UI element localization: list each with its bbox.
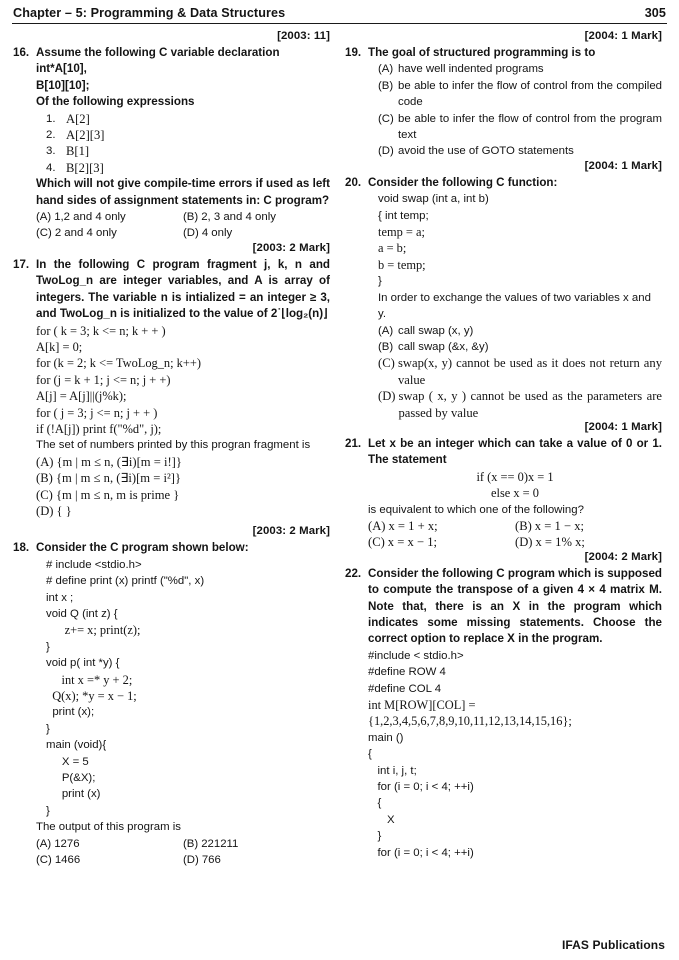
option-c-text: 2 and 4 only <box>54 227 117 240</box>
option-d-text: swap ( x, y ) cannot be used as the parameters are passed by value <box>398 389 662 420</box>
question-22 <box>344 566 662 861</box>
code-line: z+= x; print(z); <box>46 623 141 638</box>
option-d-label: (D) <box>515 535 533 550</box>
option-d[interactable] <box>36 503 330 519</box>
code-line: main (void){ <box>46 739 107 752</box>
list-item <box>46 160 330 176</box>
code-line: # include <stdio.h> <box>46 558 142 571</box>
question-17-after-code: The set of numbers printed by this progran fragment is <box>36 439 311 452</box>
list-item-number: 4. <box>46 161 56 174</box>
code-line: } <box>46 640 50 653</box>
option-b[interactable] <box>515 518 662 534</box>
option-d[interactable] <box>183 852 330 868</box>
code-line: void Q (int z) { <box>46 608 118 620</box>
code-line: print (x) <box>46 788 101 801</box>
question-19-stem: The goal of structured programming is to <box>368 46 596 59</box>
question-20-number: 20. <box>345 175 362 189</box>
marks-tag-2003-11: [2003: 11] <box>277 30 330 42</box>
question-17-stem: In the following C program fragment j, k, n and TwoLog_n are integer variables, and A is array of integers. The variable n is intialized = an integer ≥ 3, and TwoLog_n is initialized to the value of 2˙⌊log₂(n)⌋ <box>36 257 330 321</box>
option-a-label: (A) <box>36 454 54 469</box>
question-22-number: 22. <box>345 566 362 580</box>
option-c-label: (C) <box>36 487 53 502</box>
option-c-text: 1466 <box>54 854 81 867</box>
option-a-text: {m | m ≤ n, (∃i)[m = i!]} <box>56 454 182 469</box>
option-c[interactable] <box>36 225 183 241</box>
option-d-label: (D) <box>183 227 199 240</box>
option-c-text: be able to infer the flow of control from the program text <box>398 112 662 142</box>
option-a[interactable] <box>378 61 662 77</box>
code-line: {1,2,3,4,5,6,7,8,9,10,11,12,13,14,15,16}; <box>368 714 572 729</box>
option-d[interactable] <box>183 225 330 241</box>
running-head <box>12 6 667 23</box>
question-16-stem-line-4: Which will not give compile-time errors if used as left hand sides of assignment statements in: C program? <box>36 177 330 207</box>
code-line: temp = a; <box>378 225 425 240</box>
question-16 <box>12 45 330 242</box>
list-item <box>46 127 330 143</box>
option-c-text: swap(x, y) cannot be used as it does not return any value <box>398 356 662 387</box>
option-c-label: (C) <box>36 854 52 867</box>
question-16-stem-line-3: Of the following expressions <box>36 95 195 109</box>
option-b-text: {m | m ≤ n, (∃i)[m = i²]} <box>56 471 182 486</box>
option-c-text: {m | m ≤ n, m is prime } <box>56 487 180 502</box>
code-line: print (x); <box>46 706 95 719</box>
code-line: for ( k = 3; k <= n; k + + ) <box>36 323 166 338</box>
option-d-text: 766 <box>201 854 221 867</box>
option-a-text: 1276 <box>54 837 80 850</box>
option-a[interactable] <box>36 454 330 470</box>
option-a-label: (A) <box>36 211 52 224</box>
code-line: int x =* y + 2; <box>46 672 133 687</box>
option-c-text: x = x − 1; <box>387 535 437 550</box>
option-b-label: (B) <box>378 340 394 353</box>
code-line: for (j = k + 1; j <= n; j + +) <box>36 372 171 387</box>
option-d-text: x = 1% x; <box>535 535 585 550</box>
option-a-label: (A) <box>378 324 394 337</box>
list-item-text: A[2][3] <box>66 128 105 143</box>
code-line: a = b; <box>378 241 407 256</box>
code-line: # define print (x) printf ("%d", x) <box>46 575 205 588</box>
question-18-stem: Consider the C program shown below: <box>36 541 249 555</box>
question-19 <box>344 45 662 160</box>
option-d[interactable] <box>378 388 662 421</box>
list-item <box>46 111 330 127</box>
marks-tag-2004-1mark-b: [2004: 1 Mark] <box>584 159 662 172</box>
code-line: if (x == 0)x = 1 <box>476 469 554 484</box>
option-c[interactable] <box>368 534 515 550</box>
code-line: A[k] = 0; <box>36 339 83 354</box>
option-c-label: (C) <box>378 112 394 125</box>
code-line: void swap (int a, int b) <box>378 193 489 206</box>
left-column <box>12 30 330 869</box>
header-rule <box>12 23 667 24</box>
code-line: if (!A[j]) print f("%d", j); <box>36 421 162 436</box>
question-21-options <box>368 518 662 551</box>
question-20-code-block <box>368 191 662 289</box>
option-a[interactable] <box>36 209 183 225</box>
option-c[interactable] <box>36 487 330 503</box>
option-b[interactable] <box>378 78 662 111</box>
question-20-stem: Consider the following C function: <box>368 175 558 189</box>
code-line: int x ; <box>46 591 74 604</box>
list-item-text: B[2][3] <box>66 160 104 175</box>
option-b[interactable] <box>378 339 662 355</box>
option-d-text: 4 only <box>201 227 233 240</box>
list-item-number: 1. <box>46 112 56 125</box>
two-column-body <box>12 30 667 869</box>
marks-tag-2004-2mark: [2004: 2 Mark] <box>584 550 662 563</box>
code-line: Q(x); *y = x − 1; <box>46 689 137 704</box>
question-21 <box>344 436 662 551</box>
option-d-label: (D) <box>378 389 396 404</box>
option-d-text: { } <box>56 503 72 518</box>
question-17-number: 17. <box>13 257 30 271</box>
code-line: } <box>46 804 50 817</box>
marks-tag-2003-2mark-a: [2003: 2 Mark] <box>252 241 330 254</box>
option-a-text: 1,2 and 4 only <box>54 211 126 224</box>
code-line: X = 5 <box>46 755 89 768</box>
question-21-after-code: is equivalent to which one of the following? <box>368 503 584 516</box>
question-17-body <box>36 257 330 520</box>
question-19-body <box>368 45 662 160</box>
option-b-label: (B) <box>36 471 53 486</box>
footer-publisher: IFAS Publications <box>561 938 665 952</box>
question-22-body <box>368 566 662 861</box>
option-c[interactable] <box>36 852 183 868</box>
code-line: b = temp; <box>378 257 426 272</box>
option-d-text: avoid the use of GOTO statements <box>398 145 574 158</box>
option-a-label: (A) <box>368 518 386 533</box>
question-17-options <box>36 454 330 520</box>
question-18-code-block <box>36 557 330 820</box>
code-line: int i, j, t; <box>368 764 417 777</box>
code-line: { <box>368 748 372 761</box>
list-item <box>46 143 330 159</box>
option-a[interactable] <box>368 518 515 534</box>
question-18-options <box>36 836 330 869</box>
list-item-text: A[2] <box>66 111 90 126</box>
option-c[interactable] <box>378 111 662 144</box>
question-21-number: 21. <box>345 436 362 450</box>
question-16-body <box>36 45 330 242</box>
option-d[interactable] <box>515 534 662 550</box>
option-d-label: (D) <box>183 854 199 867</box>
question-19-number: 19. <box>345 46 362 59</box>
option-b[interactable] <box>183 209 330 225</box>
code-line: A[j] = A[j]||(j%k); <box>36 389 127 404</box>
chapter-title: Chapter – 5: Programming & Data Structures <box>13 6 286 20</box>
option-b-text: 2, 3 and 4 only <box>201 211 276 224</box>
question-18-number: 18. <box>13 541 30 555</box>
question-16-expression-list <box>36 111 330 177</box>
code-line: for (i = 0; i < 4; ++i) <box>368 846 474 859</box>
code-line: void p( int *y) { <box>46 657 120 670</box>
question-17-code-block <box>36 323 330 438</box>
marks-tag-2003-2mark-b: [2003: 2 Mark] <box>252 525 330 538</box>
option-d-label: (D) <box>36 503 54 518</box>
option-c-label: (C) <box>378 356 395 371</box>
code-line: { <box>368 797 382 810</box>
question-18-after-code: The output of this program is <box>36 821 181 834</box>
option-b-text: be able to infer the flow of control from the compiled code <box>398 79 662 109</box>
option-b[interactable] <box>36 470 330 486</box>
option-a-text: call swap (x, y) <box>398 324 474 337</box>
question-22-stem: Consider the following C program which is supposed to compute the transpose of a given 4 × 4 matrix M. Note that, there is an X in the program which indicates some missing statements. Choose the correct option to replace X in the program. <box>368 566 662 646</box>
question-16-stem-line-1: Assume the following C variable declaration int*A[10], <box>36 46 280 76</box>
question-19-options <box>368 61 662 159</box>
question-16-stem-line-2: B[10][10]; <box>36 78 90 92</box>
question-16-options <box>36 209 330 242</box>
list-item-number: 3. <box>46 145 56 158</box>
question-20-body <box>368 175 662 421</box>
code-line: { int temp; <box>378 209 429 222</box>
code-line: int M[ROW][COL] = <box>368 698 476 713</box>
option-c-label: (C) <box>368 535 385 550</box>
option-a-label: (A) <box>36 837 52 850</box>
option-d-label: (D) <box>378 145 394 158</box>
list-item-number: 2. <box>46 129 56 142</box>
code-line: } <box>368 830 382 843</box>
option-b-label: (B) <box>183 837 199 850</box>
question-18-body <box>36 540 330 868</box>
question-20 <box>344 175 662 421</box>
code-line: #define COL 4 <box>368 682 442 695</box>
code-line: } <box>46 722 50 735</box>
code-line: main () <box>368 731 404 744</box>
question-21-body <box>368 436 662 551</box>
code-line: for ( j = 3; j <= n; j + + ) <box>36 405 158 420</box>
option-a-text: have well indented programs <box>398 63 544 76</box>
marks-tag-2004-1mark-a: [2004: 1 Mark] <box>584 30 662 42</box>
option-c[interactable] <box>378 355 662 388</box>
option-b-text: x = 1 − x; <box>534 518 584 533</box>
option-b-label: (B) <box>515 518 532 533</box>
option-b-text: 221211 <box>201 837 239 850</box>
list-item-text: B[1] <box>66 144 90 159</box>
option-b-text: call swap (&x, &y) <box>398 340 489 353</box>
code-line: #include < stdio.h> <box>368 649 464 662</box>
option-a[interactable] <box>36 836 183 852</box>
option-b[interactable] <box>183 836 330 852</box>
option-b-label: (B) <box>378 79 394 92</box>
question-17 <box>12 257 330 520</box>
option-a-label: (A) <box>378 63 394 76</box>
code-line: X <box>368 813 395 826</box>
code-line: for (i = 0; i < 4; ++i) <box>368 781 474 794</box>
question-22-code-block <box>368 648 662 861</box>
right-column <box>344 30 662 861</box>
question-21-centered-code <box>368 469 662 502</box>
option-a-text: x = 1 + x; <box>388 518 438 533</box>
option-d[interactable] <box>378 143 662 159</box>
code-line: for (k = 2; k <= TwoLog_n; k++) <box>36 356 201 371</box>
question-20-options <box>368 323 662 421</box>
question-21-stem: Let x be an integer which can take a value of 0 or 1. The statement <box>368 436 662 467</box>
question-20-after-code: In order to exchange the values of two variables x and y. <box>378 291 655 321</box>
option-c-label: (C) <box>36 227 52 240</box>
page-number: 305 <box>644 6 666 20</box>
code-line: P(&X); <box>46 772 96 785</box>
marks-tag-2004-1mark-c: [2004: 1 Mark] <box>584 420 662 433</box>
question-18 <box>12 540 330 868</box>
code-line: #define ROW 4 <box>368 666 446 679</box>
option-a[interactable] <box>378 323 662 339</box>
option-b-label: (B) <box>183 211 199 224</box>
code-line: else x = 0 <box>491 486 539 501</box>
code-line: } <box>378 275 382 288</box>
question-16-number: 16. <box>13 46 30 59</box>
